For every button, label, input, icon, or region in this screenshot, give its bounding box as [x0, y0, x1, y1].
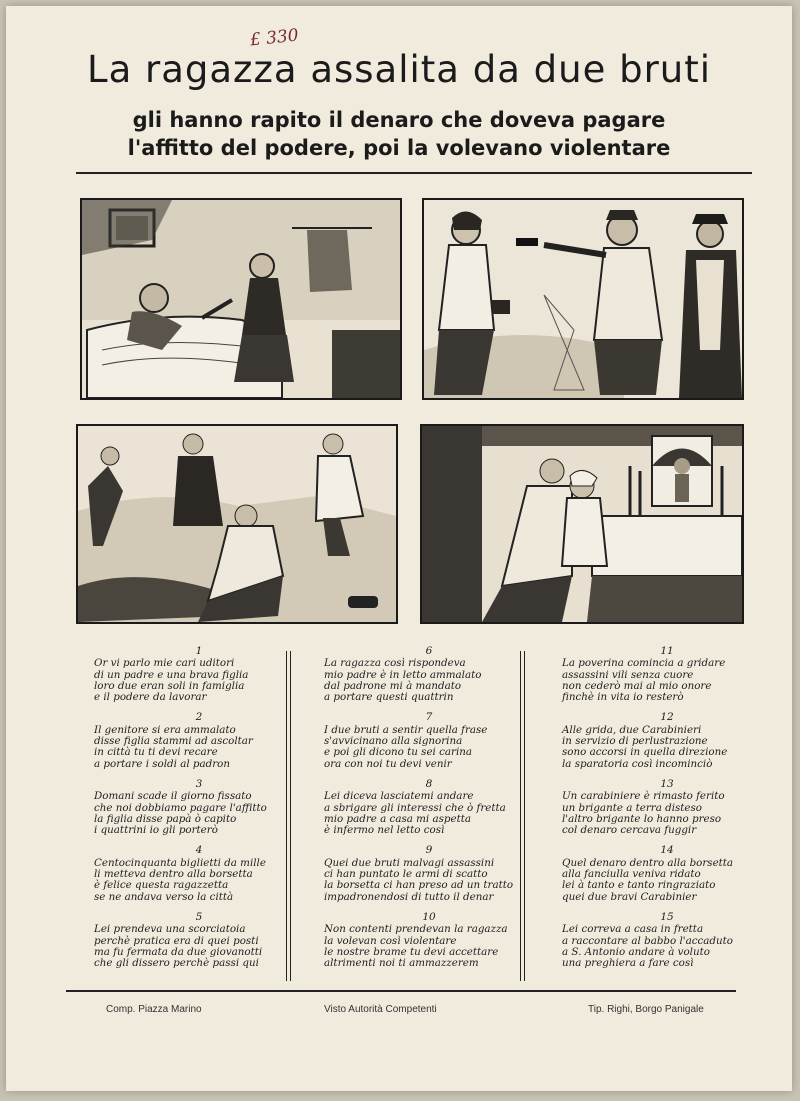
verse-line: è felice questa ragazzetta — [94, 879, 229, 892]
sickbed-scene-illustration — [80, 198, 402, 400]
column-divider — [290, 651, 291, 981]
verse-line: di un padre e una brava figlia — [94, 668, 249, 681]
verse-line: sono accorsi in quella direzione — [562, 746, 728, 759]
verse-line: La poverina comincia a gridare — [562, 657, 726, 670]
verse-line: Centocinquanta biglietti da mille — [94, 856, 266, 869]
verse-stanza — [94, 712, 304, 769]
verse-line: a portare questi quattrin — [324, 691, 454, 704]
stanza-number: 2 — [195, 711, 203, 724]
verse-line: che noi dobbiamo pagare l'affitto — [94, 801, 267, 814]
verse-column-1 — [94, 646, 304, 978]
verse-line: i quattrini io gli porterò — [94, 824, 218, 837]
verse-line: li metteva dentro alla borsetta — [94, 868, 253, 881]
verse-line: perchè pratica era di quei posti — [94, 934, 259, 947]
verse-line: a sbrigare gli interessi che ò fretta — [324, 801, 506, 814]
verse-line: finchè in vita io resterò — [562, 691, 684, 704]
verse-line: Or vi parlo mie cari uditori — [94, 657, 235, 670]
verse-line: impadronendosi di tutto il denar — [324, 890, 494, 903]
verse-line: a raccontare al babbo l'accaduto — [562, 934, 733, 947]
stanza-number: 12 — [660, 711, 674, 724]
stanza-number: 15 — [660, 910, 674, 923]
stanza-number: 6 — [425, 645, 433, 657]
gunpoint-robbery-illustration — [422, 198, 744, 400]
verse-line: quei due bravi Carabinier — [562, 890, 697, 903]
verse-line: se ne andava verso la città — [94, 890, 234, 903]
verse-line: ci han puntato le armi di scatto — [324, 868, 488, 881]
verse-line: alla fanciulla veniva ridato — [562, 868, 701, 881]
verse-line: Il genitore si era ammalato — [94, 723, 236, 736]
verse-stanza — [94, 779, 304, 836]
stanza-number: 11 — [660, 645, 674, 657]
verse-stanza — [562, 845, 772, 902]
footer-printer: Tip. Righi, Borgo Panigale — [588, 1004, 704, 1015]
subheadline-line-2: l'affitto del podere, poi la volevano violentare — [127, 136, 671, 160]
footer-approval: Visto Autorità Competenti — [324, 1004, 437, 1015]
verse-line: la volevan così violentare — [324, 934, 457, 947]
verse-stanza — [94, 845, 304, 902]
verse-line: mio padre è in letto ammalato — [324, 668, 482, 681]
column-divider — [524, 651, 525, 981]
verse-line: dal padrone mi à mandato — [324, 679, 462, 692]
verse-line: in servizio di perlustrazione — [562, 735, 708, 748]
verse-stanza — [562, 712, 772, 769]
top-divider — [76, 172, 752, 174]
verse-line: in città tu ti devi recare — [94, 746, 218, 759]
headline: La ragazza assalita da due bruti — [86, 48, 712, 91]
verse-column-2 — [324, 646, 534, 978]
verse-line: la borsetta ci han preso ad un tratto — [324, 879, 514, 892]
verse-stanza — [324, 779, 534, 836]
verse-stanza — [324, 845, 534, 902]
stanza-number: 8 — [425, 777, 433, 790]
verse-line: assassini vili senza cuore — [562, 668, 694, 681]
verse-line: la figlia disse papà ò capito — [94, 812, 237, 825]
handwritten-price-note: £ 330 — [249, 25, 300, 51]
verse-stanza — [94, 646, 304, 703]
stanza-number: 1 — [195, 645, 203, 657]
column-divider — [520, 651, 521, 981]
stanza-number: 10 — [422, 910, 436, 923]
verse-line: l'altro brigante lo hanno preso — [562, 812, 722, 825]
verse-line: s'avvicinano alla signorina — [324, 735, 463, 748]
verse-stanza — [324, 712, 534, 769]
verse-line: e poi gli dicono tu sei carina — [324, 746, 473, 759]
verse-line: loro due eran soli in famiglia — [94, 679, 245, 692]
stanza-number: 13 — [660, 777, 674, 790]
verse-line: altrimenti noi ti ammazzerem — [324, 957, 479, 970]
verse-stanza — [562, 646, 772, 703]
verse-stanza — [324, 912, 534, 969]
broadside-sheet — [6, 6, 792, 1091]
verse-line: Quel denaro dentro alla borsetta — [562, 856, 734, 869]
stanza-number: 5 — [195, 910, 203, 923]
verse-line: Lei prendeva una scorciatoia — [94, 923, 246, 936]
footer-composer: Comp. Piazza Marino — [106, 1004, 202, 1015]
bottom-divider — [66, 990, 736, 992]
verse-column-3 — [562, 646, 772, 978]
verse-line: le nostre brame tu devi accettare — [324, 945, 499, 958]
verse-stanza — [94, 912, 304, 969]
verse-line: che gli dissero perchè passi qui — [94, 957, 259, 970]
verse-line: un brigante a terra disteso — [562, 801, 702, 814]
shootout-scene-illustration — [76, 424, 398, 624]
verse-stanza — [562, 779, 772, 836]
verse-line: a S. Antonio andare à voluto — [562, 945, 710, 958]
verse-line: col denaro cercava fuggir — [562, 824, 697, 837]
verse-line: Non contenti prendevan la ragazza — [324, 923, 508, 936]
verse-line: una preghiera a fare così — [562, 957, 694, 970]
verse-line: Lei diceva lasciatemi andare — [324, 790, 474, 803]
verse-line: non cederò mai al mio onore — [562, 679, 712, 692]
verse-line: La ragazza così rispondeva — [324, 657, 466, 670]
verse-line: a portare i soldi al padron — [94, 757, 230, 770]
stanza-number: 14 — [660, 844, 674, 857]
column-divider — [286, 651, 287, 981]
verse-line: ma fu fermata da due giovanotti — [94, 945, 263, 958]
verse-line: lei à tanto e tanto ringraziato — [562, 879, 716, 892]
stanza-number: 3 — [195, 777, 203, 790]
verse-line: I due bruti a sentir quella frase — [324, 723, 488, 736]
verse-stanza — [562, 912, 772, 969]
stanza-number: 4 — [195, 844, 203, 857]
verse-line: è infermo nel letto così — [324, 824, 445, 837]
verse-line: Quei due bruti malvagi assassini — [324, 856, 495, 869]
verse-stanza — [324, 646, 534, 703]
verse-line: la sparatoria così incominciò — [562, 757, 713, 770]
verse-line: mio padre a casa mi aspetta — [324, 812, 472, 825]
verse-line: Un carabiniere è rimasto ferito — [562, 790, 725, 803]
verse-line: Alle grida, due Carabinieri — [562, 723, 702, 736]
stanza-number: 9 — [425, 844, 433, 857]
verse-line: ora con noi tu devi venir — [324, 757, 452, 770]
verse-line: disse figlia stammi ad ascoltar — [94, 735, 253, 748]
verse-line: e il podere da lavorar — [94, 691, 207, 704]
verse-line: Domani scade il giorno fissato — [94, 790, 252, 803]
church-prayer-illustration — [420, 424, 744, 624]
verse-line: Lei correva a casa in fretta — [562, 923, 704, 936]
subheadline-line-1: gli hanno rapito il denaro che doveva pagare — [132, 108, 666, 132]
stanza-number: 7 — [425, 711, 433, 724]
